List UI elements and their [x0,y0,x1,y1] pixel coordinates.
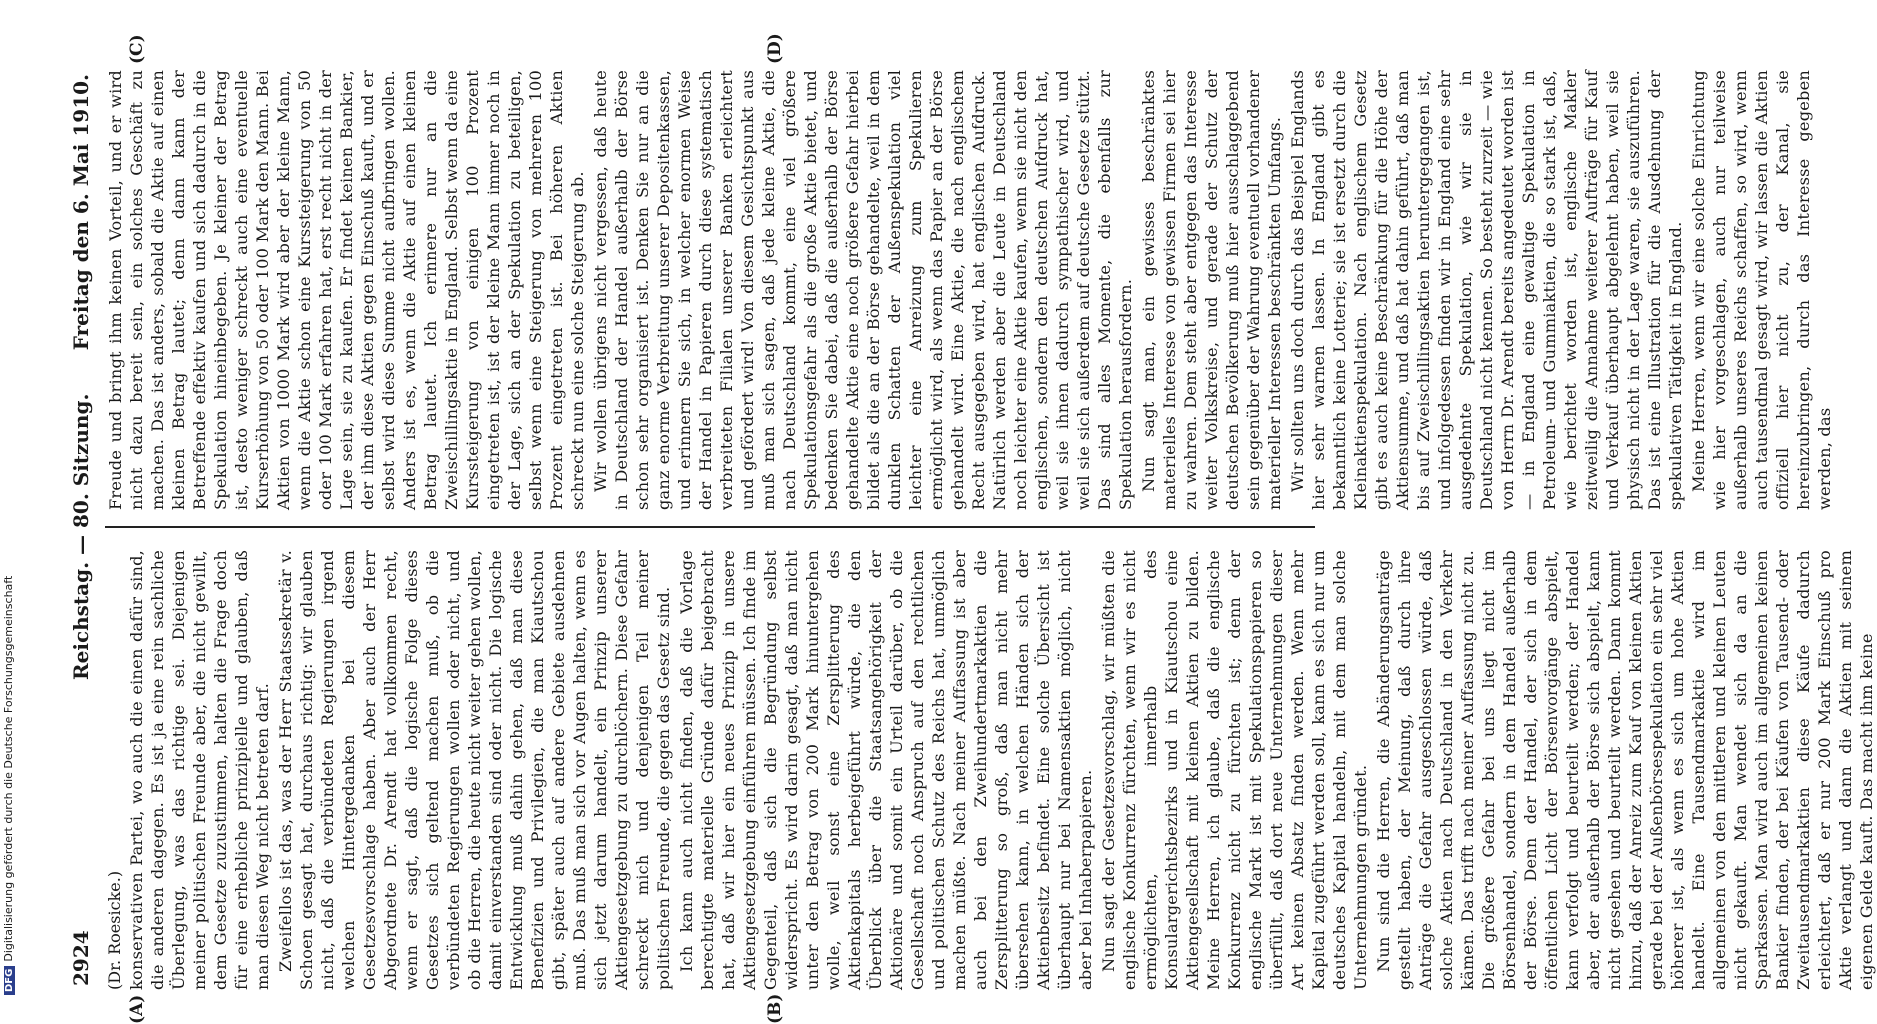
speaker-name: (Dr. Roesicke.) [105,870,124,990]
paragraph: Freude und bringt ihm keinen Vorteil, und er wird nicht dazu bereit sein, ein solches Geschäft zu machen. Das ist anders, sobald die Aktie auf einen kleinen Betrag lautet; denn dann kann der Betreffende effektiv kaufen und sich dadurch in die Spekulation hineinbegeben. Je kleiner der Betrag ist, desto weniger schreckt auch eine eventuelle Kurserhöhung von 50 oder 100 Mark den Mann. Bei Aktien von 1000 Mark wird aber der kleine Mann, wenn die Aktie schon eine Kurssteigerung von 50 oder 100 Mark erfahren hat, erst recht nicht in der Lage sein, sie zu kaufen. Er findet keinen Bankier, der ihm diese Aktien gegen Einschuß kauft, und er selbst wird diese Summe nicht aufbringen wollen. Anders ist es, wenn die Aktie auf einen kleinen Betrag lautet. Ich erinnere nur an die Zweischillingsaktie in England. Selbst wenn da eine Kurssteigerung von einigen 100 Prozent eingetreten ist, ist der kleine Mann immer noch in der Lage, sich an der Spekulation zu beteiligen, selbst wenn eine Steigerung von mehreren 100 Prozent eingetreten ist. Bei höheren Aktien schreckt nun eine solche Steigerung ab. [106,70,587,510]
paragraph: Ich kann auch nicht finden, daß die Vorlage berechtigte materielle Gründe dafür beigebracht hat, daß wir hier ein neues Prinzip in unsere Aktiengesetzgebung einführen müssen. Ich finde im Gegenteil, daß sich die Begründung selbst widerspricht. Es wird darin gesagt, daß man nicht unter den Betrag von 200 Mark hinuntergehen wolle, weil sonst eine Zersplitterung des Aktienkapitals herbeigeführt würde, die den Überblick über die Staatsangehörigkeit der Aktionäre und somit ein Urteil darüber, ob die Gesellschaft noch Anspruch auf den rechtlichen und politischen Schutz des Reichs hat, unmöglich machen müßte. Nach meiner Auffassung ist aber auch bei den Zweihundertmarkaktien die Zersplitterung so groß, daß man nicht mehr übersehen kann, in welchen Händen sich der Aktienbesitz befindet. Eine solche Übersicht ist überhaupt nur bei Namensaktien möglich, nicht aber bei Inhaberpapieren. [677,550,1095,990]
dfg-logo: DFG [4,966,15,995]
paragraph: Nun sind die Herren, die Abänderungsanträge gestellt haben, der Meinung, daß durch ihre Anträge die Gefahr ausgeschlossen würde, daß solche Aktien nach Deutschland in den Verkehr kämen. Das trifft nach meiner Auffassung nicht zu. Die größere Gefahr bei uns liegt nicht im Börsenhandel, sondern in dem Handel außerhalb der Börse. Denn der Handel, der sich in dem öffentlichen Licht der Börsenvorgänge abspielt, kann verfolgt und beurteilt werden; der Handel aber, der außerhalb der Börse sich abspielt, kann nicht gesehen und beurteilt werden. Dann kommt hinzu, daß der Anreiz zum Kauf von kleinen Aktien gerade bei der Außenbörsespekulation ein sehr viel höherer ist, als wenn es sich um hohe Aktien handelt. Eine Tausendmarkaktie wird im allgemeinen von den mittleren und kleinen Leuten nicht gekauft. Man wendet sich da an die Sparkassen. Man wird auch im allgemeinen keinen Bankier finden, der bei Käufen von Tausend- oder Zweitausendmarkaktien diese Käufe dadurch erleichtert, daß er nur 200 Mark Einschuß pro Aktie verlangt und dann die Aktien mit seinem eigenen Gelde kauft. Das macht ihm keine [1374,550,1876,990]
credit-text: Digitalisierung gefördert durch die Deutsche Forschungsgemeinschaft [2,575,15,962]
paragraph: Wir sollten uns doch durch das Beispiel Englands hier sehr warnen lassen. In England gibt es bekanntlich keine Lotterie; sie ist ersetzt durch die Kleinaktienspekulation. Nach englischem Gesetz gibt es auch keine Beschränkung für die Höhe der Aktiensumme, und daß hat dahin geführt, daß man bis auf Zweischillingsaktien heruntergegangen ist, und infolgedessen finden wir in England eine sehr ausgedehnte Spekulation, wie wir sie in Deutschland nicht kennen. So besteht zurzeit — wie von Herrn Dr. Arendt bereits angedeutet worden ist — in England eine gewaltige Spekulation in Petroleum- und Gummiaktien, die so stark ist, daß, wie berichtet worden ist, englische Makler zeitweilig die Annahme weiterer Aufträge für Kauf und Verkauf überhaupt abgelehnt haben, weil sie physisch nicht in der Lage waren, sie auszuführen. Das ist eine Illustration für die Ausdehnung der spekulativen Tätigkeit in England. [1288,70,1685,510]
left-text-column [105,550,1876,990]
column-divider [105,526,1315,528]
margin-marker-a: (A) [127,994,147,1024]
right-text-column [105,70,1834,510]
session-title: Reichstag. — 80. Sitzung. [69,393,93,680]
page-number: 2924 [69,930,93,986]
funding-credit [2,575,18,995]
margin-marker-c: (C) [127,34,147,64]
page-header [65,70,99,990]
paragraph: Wir wollen übrigens nicht vergessen, daß heute in Deutschland der Handel außerhalb der Börse schon sehr organisiert ist. Denken Sie nur an die ganz enorme Verbreitung unserer Depositenkassen, und erinnern Sie sich, in welcher enormen Weise der Handel in Papieren durch diese systematisch verbreiteten Filialen unserer Banken erleichtert und gefördert wird! Von diesem Gesichtspunkt aus muß man sich sagen, daß jede kleine Aktie, die nach Deutschland kommt, eine viel größere Spekulationsgefahr als die große Aktie bietet, und bedenken Sie dabei, daß die außerhalb der Börse gehandelte Aktie eine noch größere Gefahr hierbei bildet als die an der Börse gehandelte, weil in dem dunklen Schatten der Außenspekulation viel leichter eine Anreizung zum Spekulieren ermöglicht wird, als wenn das Papier an der Börse gehandelt wird. Eine Aktie, die nach englischem Recht ausgegeben wird, hat englischen Aufdruck. Natürlich werden aber die Leute in Deutschland noch leichter eine Aktie kaufen, wenn sie nicht den englischen, sondern den deutschen Aufdruck hat, weil sie ihnen dadurch sympathischer wird, und weil sie sich außerdem auf deutsche Gesetze stützt. Das sind alles Momente, die ebenfalls zur Spekulation herausfordern. [591,70,1135,510]
paragraph: Meine Herren, wenn wir eine solche Einrichtung wie hier vorgeschlagen, auch nur teilweise außerhalb unseres Reichs schaffen, so wird, wenn auch tausendmal gesagt wird, wir lassen die Aktien offiziell hier nicht zu, der Kanal, sie hereinzubringen, durch das Interesse gegeben werden, das [1689,70,1834,510]
session-date: Freitag den 6. Mai 1910. [69,74,93,351]
rotated-document-page [65,33,1876,1024]
paragraph: Nun sagt man, ein gewisses beschränktes materielles Interesse von gewissen Firmen sei hier zu wahren. Dem steht aber entgegen das Interesse weiter Volkskreise, und gerade der Schutz der deutschen Bevölkerung muß hier ausschlaggebend sein gegenüber der Wahrung eventuell vorhandener materieller Interessen beschränkten Umfangs. [1139,70,1284,510]
paragraph: Nun sagt der Gesetzesvorschlag, wir müßten die englische Konkurrenz fürchten, wenn wir es nicht ermöglichten, innerhalb des Konsulargerichtsbezirks und in Kiautschou eine Aktiengesellschaft mit kleinen Aktien zu bilden. Meine Herren, ich glaube, daß die englische Konkurrenz nicht zu fürchten ist; denn der englische Markt ist mit Spekulationspapieren so überfüllt, daß dort neue Unternehmungen dieser Art keinen Absatz finden werden. Wenn mehr Kapital zugeführt werden soll, kann es sich nur um deutsches Kapital handeln, mit dem man solche Unternehmungen gründet. [1099,550,1370,990]
margin-marker-d: (D) [765,33,785,64]
paragraph: konservativen Partei, wo auch die einen dafür sind, die anderen dagegen. Es ist ja eine rein sachliche Überlegung, was das richtige sei. Diejenigen meiner politischen Freunde aber, die nicht gewillt, dem Gesetze zuzustimmen, halten die Frage doch für eine erhebliche prinzipielle und glauben, daß man diesen Weg nicht betreten darf. [127,550,272,990]
paragraph: Zweifellos ist das, was der Herr Staatssekretär v. Schoen gesagt hat, durchaus richtig: wir glauben nicht, daß die verbündeten Regierungen irgend welchen Hintergedanken bei diesem Gesetzesvorschlage haben. Aber auch der Herr Abgeordnete Dr. Arendt hat vollkommen recht, wenn er sagt, daß die logische Folge dieses Gesetzes sich geltend machen muß, ob die verbündeten Regierungen wollen oder nicht, und ob die Herren, die heute nicht weiter gehen wollen, damit einverstanden sind oder nicht. Die logische Entwicklung muß dahin gehen, daß man diese Benefizien und Privilegien, die man Kiautschou gibt, später auch auf andere Gebiete ausdehnen muß. Das muß man sich vor Augen halten, wenn es sich jetzt darum handelt, ein Prinzip unserer Aktiengesetzgebung zu durchlöchern. Diese Gefahr schreckt mich und denjenigen Teil meiner politischen Freunde, die gegen das Gesetz sind. [276,550,673,990]
margin-marker-b: (B) [765,993,785,1024]
